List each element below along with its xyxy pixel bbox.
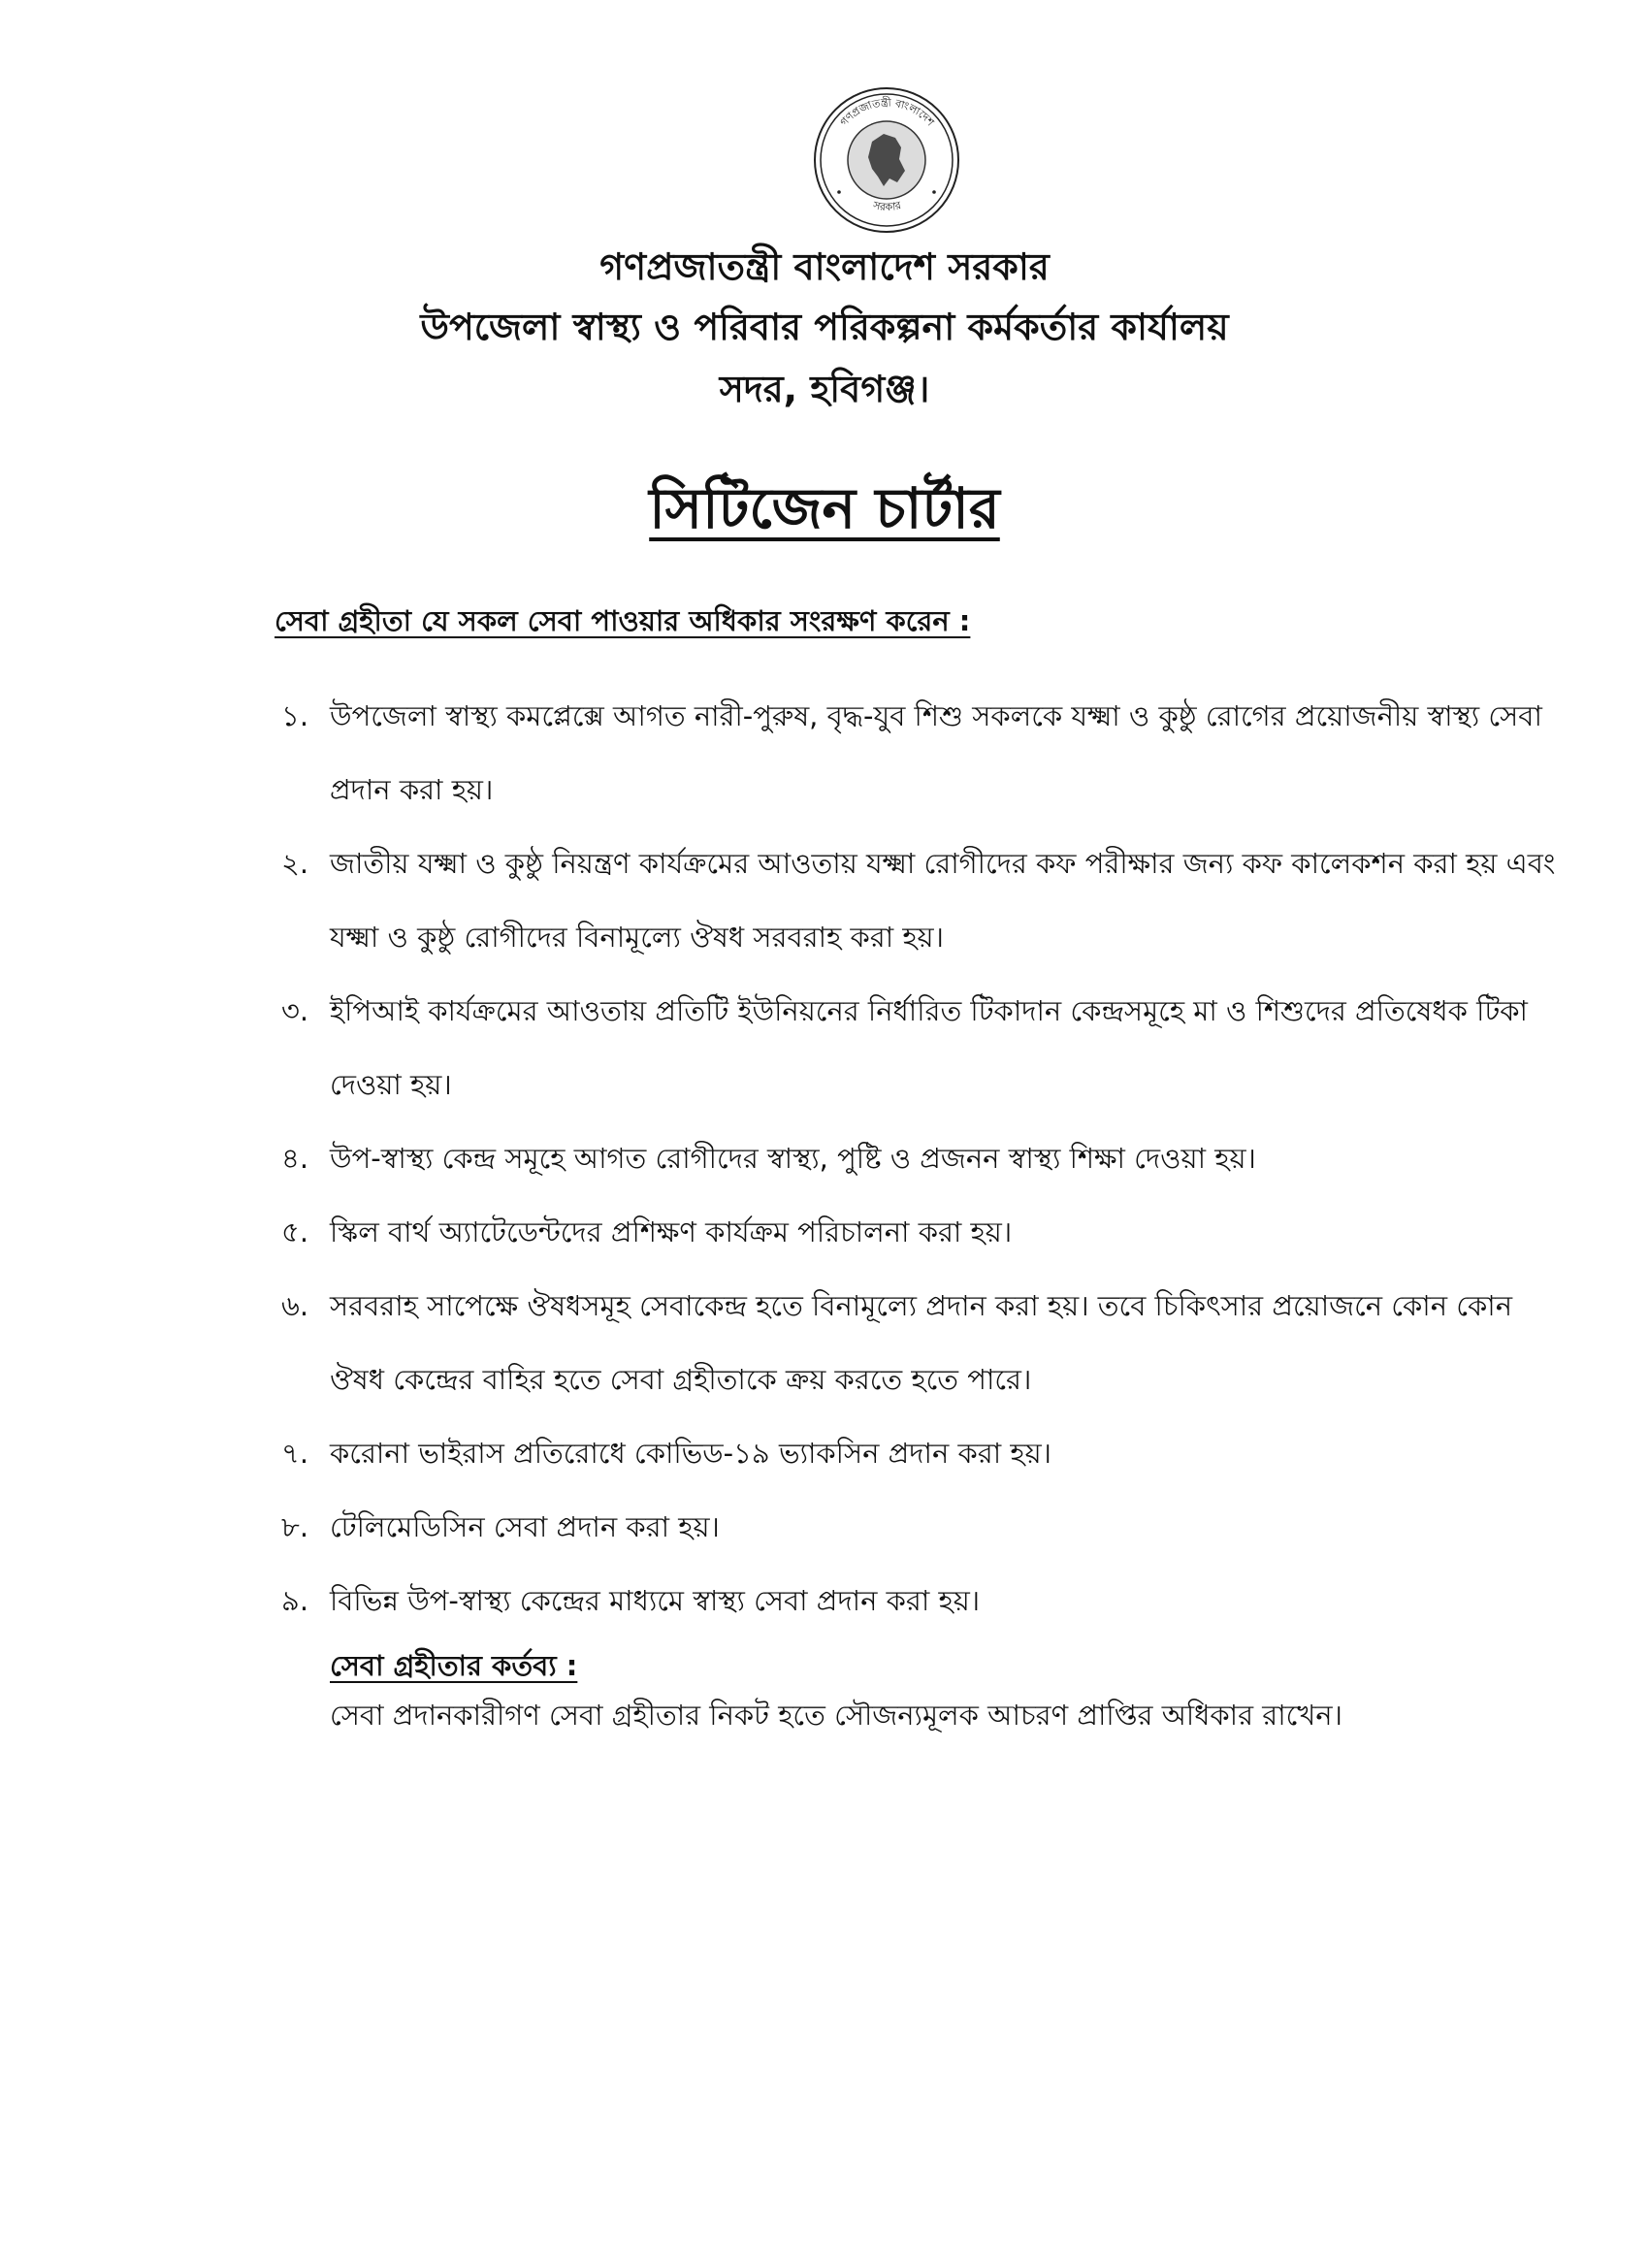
list-item-number: ৭. [281, 1437, 309, 1470]
list-item-number: ৯. [281, 1584, 309, 1617]
duty-text: সেবা প্রদানকারীগণ সেবা গ্রহীতার নিকট হতে সৌজন্যমূলক আচরণ প্রাপ্তির অধিকার রাখেন। [330, 1699, 1342, 1732]
list-item-number: ১. [281, 699, 309, 732]
list-item-text: উপজেলা স্বাস্থ্য কমপ্লেক্সে আগত নারী-পুরুষ, বৃদ্ধ-যুব শিশু সকলকে যক্ষ্মা ও কুষ্ঠু রোগের প্রয়োজনীয় স্বাস্থ্য সেবা প্রদান করা হয়। [330, 699, 1542, 806]
list-item-text: সরবরাহ সাপেক্ষে ঔষধসমূহ সেবাকেন্দ্র হতে বিনামূল্যে প্রদান করা হয়। তবে চিকিৎসার প্রয়োজনে কোন কোন ঔষধ কেন্দ্রের বাহির হতে সেবা গ্রহীতাকে ক্রয় করতে হতে পারে। [330, 1289, 1513, 1396]
government-seal [812, 85, 962, 236]
list-item [281, 1416, 1571, 1490]
svg-text:সরকার [871, 199, 903, 213]
header-government-name: গণপ্রজাতন্ত্রী বাংলাদেশ সরকার [599, 245, 1050, 288]
list-item [281, 1564, 1571, 1637]
list-item-text: জাতীয় যক্ষ্মা ও কুষ্ঠু নিয়ন্ত্রণ কার্যক্রমের আওতায় যক্ষ্মা রোগীদের কফ পরীক্ষার জন্য কফ কালেকশন করা হয় এবং যক্ষ্মা ও কুষ্ঠু রোগীদের বিনামূল্যে ঔষধ সরবরাহ করা হয়। [330, 847, 1556, 954]
list-item [281, 826, 1571, 974]
duty-heading: সেবা গ্রহীতার কর্তব্য : [330, 1649, 578, 1682]
list-item-number: ৪. [281, 1142, 309, 1175]
list-item-number: ৩. [281, 994, 309, 1027]
list-item-text: করোনা ভাইরাস প্রতিরোধে কোভিড-১৯ ভ্যাকসিন প্রদান করা হয়। [330, 1437, 1052, 1470]
header-office-name: উপজেলা স্বাস্থ্য ও পরিবার পরিকল্পনা কর্মকর্তার কার্যালয় [420, 306, 1229, 348]
list-item-number: ৬. [281, 1289, 309, 1322]
seal-bottom-text: সরকার [871, 199, 903, 214]
document-title: সিটিজেন চার্টার [649, 475, 1000, 541]
list-item-text: বিভিন্ন উপ-স্বাস্থ্য কেন্দ্রের মাধ্যমে স্বাস্থ্য সেবা প্রদান করা হয়। [330, 1584, 981, 1617]
list-item-text: টেলিমেডিসিন সেবা প্রদান করা হয়। [330, 1510, 720, 1543]
list-item [281, 1490, 1571, 1564]
list-item-text: স্কিল বার্থ অ্যাটেডেন্টদের প্রশিক্ষণ কার্যক্রম পরিচালনা করা হয়। [330, 1215, 1013, 1248]
list-item [281, 679, 1571, 826]
list-item [281, 974, 1571, 1121]
document-title-wrapper [0, 466, 1649, 560]
seal-top-text: গণপ্রজাতন্ত্রী বাংলাদেশ [837, 96, 937, 129]
list-item [281, 1195, 1571, 1269]
list-item-number: ২. [281, 847, 309, 880]
list-item [281, 1269, 1571, 1416]
list-item [281, 1121, 1571, 1195]
list-item-text: উপ-স্বাস্থ্য কেন্দ্র সমূহে আগত রোগীদের স্বাস্থ্য, পুষ্টি ও প্রজনন স্বাস্থ্য শিক্ষা দেওয়া হয়। [330, 1142, 1256, 1175]
list-item-number: ৫. [281, 1215, 309, 1248]
list-item-text: ইপিআই কার্যক্রমের আওতায় প্রতিটি ইউনিয়নের নির্ধারিত টিকাদান কেন্দ্রসমূহে মা ও শিশুদের প্রতিষেধক টিকা দেওয়া হয়। [330, 994, 1528, 1101]
list-item-number: ৮. [281, 1510, 309, 1543]
services-list [281, 679, 1571, 1637]
services-heading: সেবা গ্রহীতা যে সকল সেবা পাওয়ার অধিকার সংরক্ষণ করেন : [275, 604, 971, 637]
header-location: সদর, হবিগঞ্জ। [719, 368, 930, 410]
